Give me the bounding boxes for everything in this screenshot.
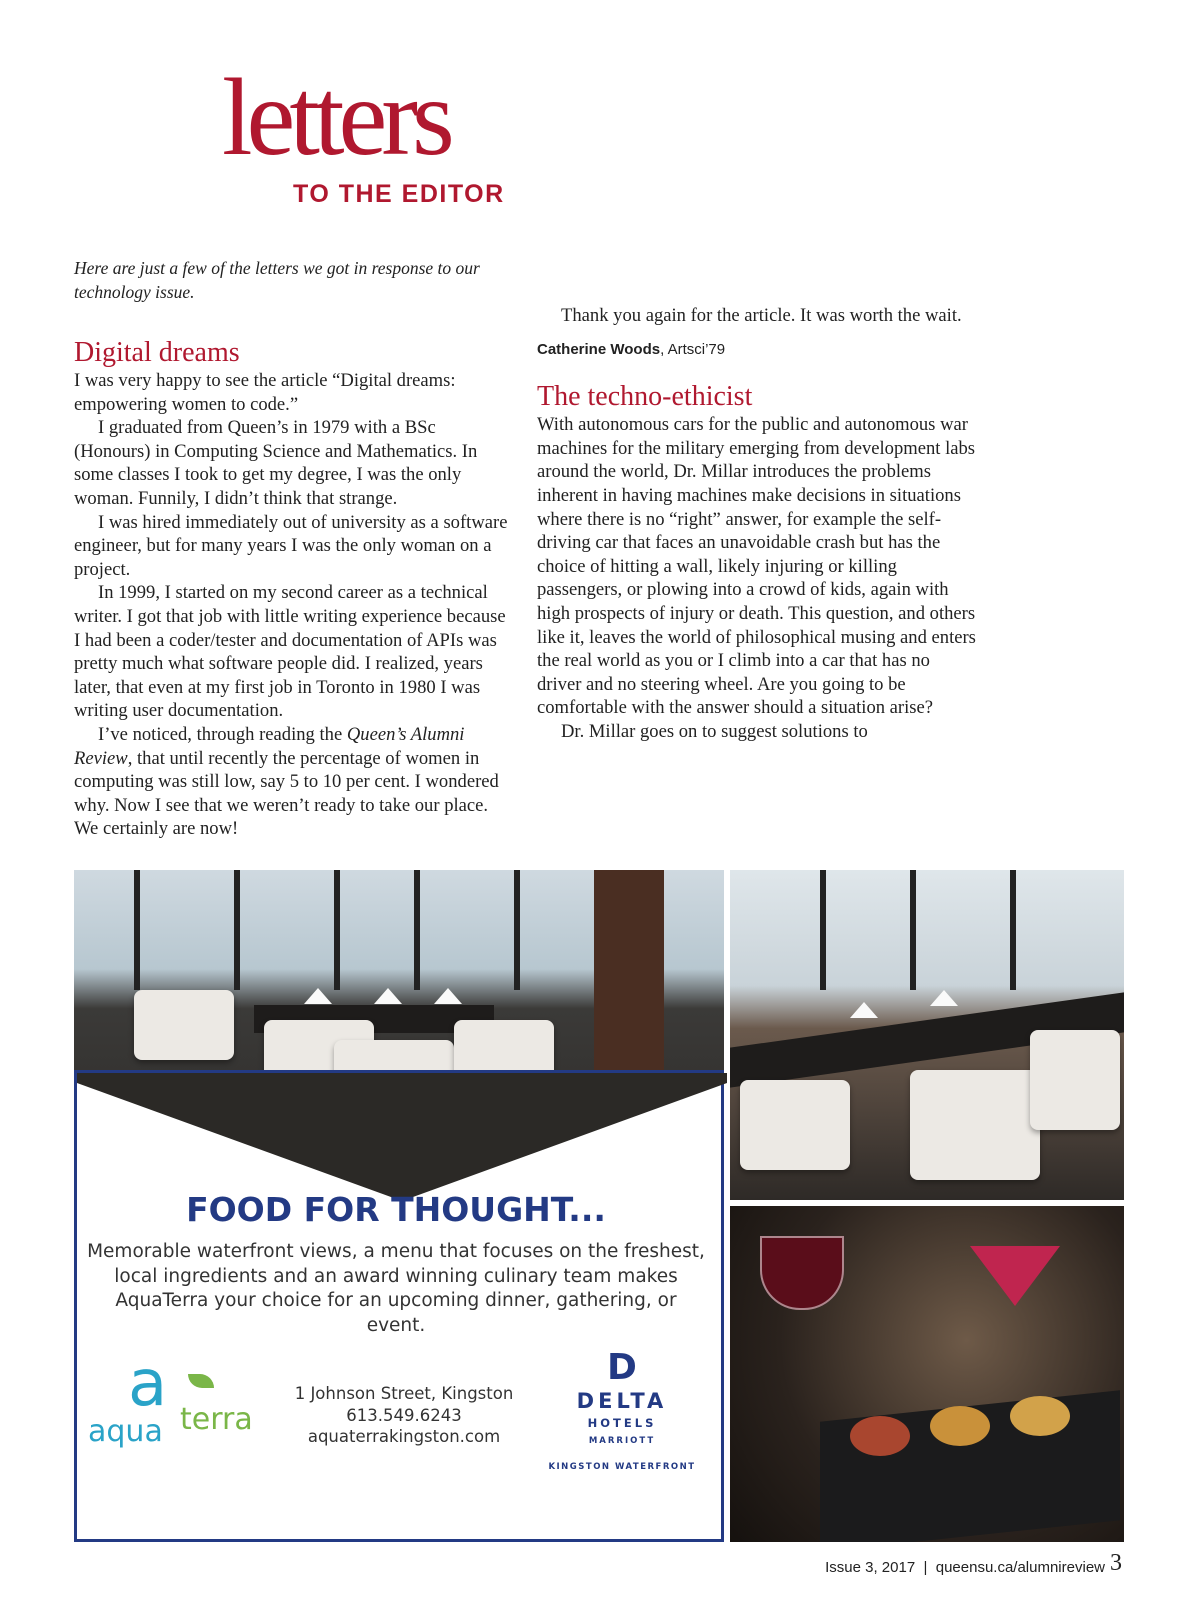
page-footer: Issue 3, 2017 | queensu.ca/alumnireview [825,1559,1105,1576]
letter1-closing: Thank you again for the article. It was worth the wait. [561,305,962,326]
leaf-icon [188,1374,214,1388]
letter2-paragraph: Dr. Millar goes on to suggest solutions to [561,720,868,742]
aquaterra-logo: a aqua terra [88,1347,253,1449]
page-number: 3 [1110,1550,1122,1576]
ad-headline: FOOD FOR THOUGHT... [186,1190,606,1229]
letter1-paragraph: I graduated from Queen’s in 1979 with a BSc (Honours) in Computing Science and Mathematics. In some classes I took to get my degree, I was the only woman. Funnily, I didn’t think that strange. [74,417,478,509]
ad-body-copy: Memorable waterfront views, a menu that focuses on the freshest, local ingredients and an award winning culinary team makes AquaTerra your choice for an upcoming dinner, gathering, or event. [87,1241,705,1336]
masthead-title: letters [222,56,449,178]
letter1-paragraph: In 1999, I started on my second career as a technical writer. I got that job with little writing experience because I had been a coder/tester and documentation of APIs was pretty much what software people did. I realized, years later, that even at my first job in Toronto in 1980 I was writing user documentation. [74,582,506,722]
letter1-paragraph: I was very happy to see the article “Digital dreams: empowering women to code.” [74,370,456,415]
ad-phone: 613.549.6243 [346,1405,462,1425]
letter1-paragraph: I was hired immediately out of university as a software engineer, but for many years I was the only woman on a project. [74,511,508,580]
ad-address: 1 Johnson Street, Kingston [294,1384,514,1403]
restaurant-photo-dining [730,870,1124,1200]
aquaterra-advertisement [74,870,1124,1542]
food-wine-photo [730,1206,1124,1542]
column-left [74,257,514,841]
intro-text: Here are just a few of the letters we got in response to our technology issue. [74,258,480,302]
ad-chevron-shape [77,1073,727,1203]
ad-website[interactable]: aquaterrakingston.com [307,1427,501,1446]
letter2-heading: The techno-ethicist [537,381,753,413]
publication-title: Queen’s Alumni Review [74,723,465,769]
letter1-signature: Catherine Woods, Artsci’79 [537,340,726,358]
letter2-paragraph: With autonomous cars for the public and autonomous war machines for the military emerging from development labs around the world, Dr. Millar introduces the problems inherent in having machines make decisions in situations where there is no “right” answer, for example the self-driving car that faces an unavoidable crash but has the choice of hitting a wall, likely injuring or killing passengers, or plowing into a crowd of kids, again with high prospects of injury or death. This question, and others like it, leaves the world of philosophical musing and enters the real world as you or I climb into a car that has no driver and no steering wheel. Are you going to be comfortable with the answer should a situation arise? [537,414,976,719]
column-right [537,257,977,744]
ad-contact [274,1383,534,1448]
letter1-paragraph: I’ve noticed, through reading the Queen’s Alumni Review, that until recently the percentage of women in computing was still low, say 5 to 10 per cent. I wondered why. Now I see that we weren’t ready to take our place. We certainly are now! [74,723,499,840]
delta-d-icon: D [607,1347,637,1388]
letter1-heading: Digital dreams [74,337,240,368]
masthead-subtitle: TO THE EDITOR [293,180,505,208]
delta-hotels-logo: D DELTA HOTELS MARRIOTT KINGSTON WATERFRONT [542,1348,702,1478]
